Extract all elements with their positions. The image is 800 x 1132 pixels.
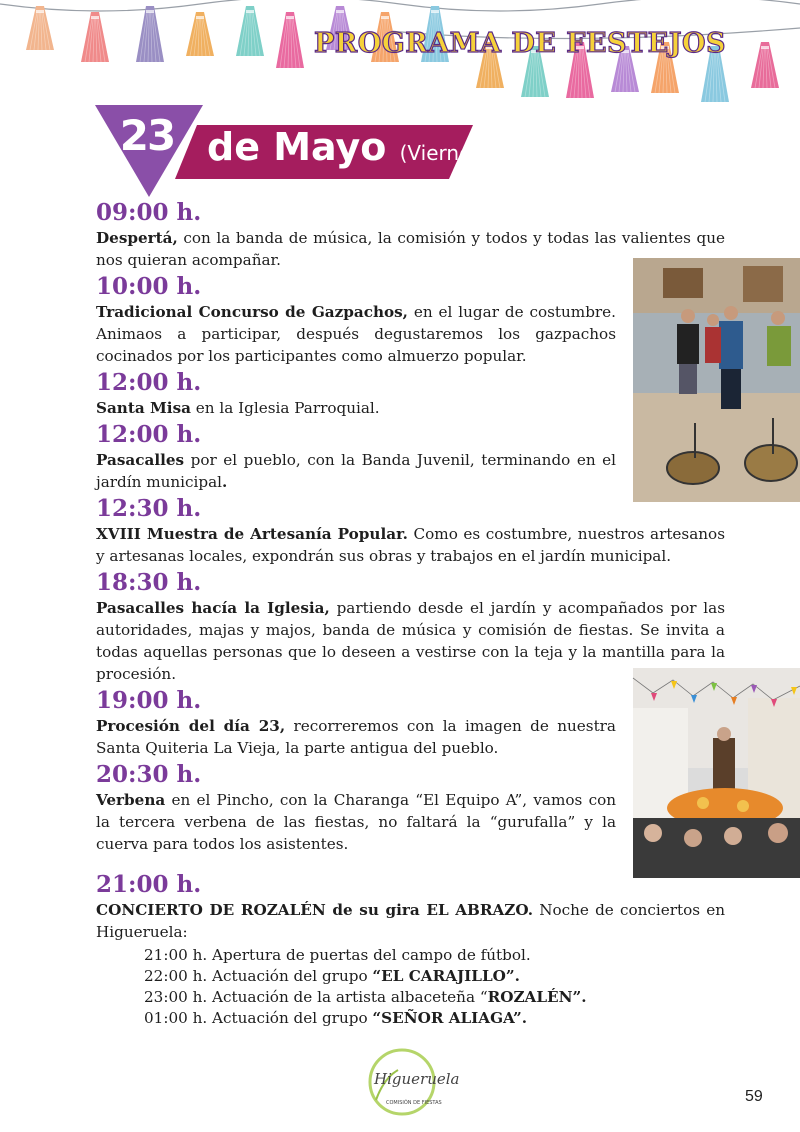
event-title: CONCIERTO DE ROZALÉN de su gira EL ABRAZO. bbox=[96, 901, 534, 919]
event-title-end: . bbox=[222, 473, 228, 491]
event-description: Noche de conciertos en Higueruela: bbox=[96, 901, 725, 941]
event-time: 20:30 h. bbox=[96, 761, 202, 788]
event-title: Pasacalles bbox=[96, 451, 185, 469]
event-description: partiendo desde el jardín y acompañados por las autoridades, majas y majos, banda de música y comisión de fiestas. Se invita a todas aquellas personas que lo deseen a vestirse con la teja y la mantilla para la procesión. bbox=[96, 599, 725, 683]
tassel-icon bbox=[26, 6, 54, 50]
event-description: en el lugar de costumbre. Animaos a participar, después degustaremos los gazpachos cocinados por los participantes como almuerzo popular. bbox=[96, 303, 616, 365]
tassel-icon bbox=[276, 12, 304, 68]
schedule-line: 22:00 h. Actuación del grupo “EL CARAJILLO”. bbox=[144, 967, 520, 985]
concert-item bbox=[96, 871, 725, 1029]
event-time: 12:00 h. bbox=[96, 421, 202, 448]
event-description: en la Iglesia Parroquial. bbox=[190, 399, 380, 417]
event-time: 12:00 h. bbox=[96, 369, 202, 396]
svg-text:COMISIÓN DE FIESTAS: COMISIÓN DE FIESTAS bbox=[386, 1100, 442, 1106]
concert-schedule bbox=[144, 945, 725, 1029]
tassel-icon bbox=[751, 42, 779, 88]
event-description: Como es costumbre, nuestros artesanos y artesanas locales, expondrán sus obras y trabajos en el jardín municipal. bbox=[96, 525, 725, 565]
tassel-icon bbox=[186, 12, 214, 56]
schedule-line: 01:00 h. Actuación del grupo “SEÑOR ALIAGA”. bbox=[144, 1009, 528, 1027]
event-time: 10:00 h. bbox=[96, 273, 202, 300]
date-day-number: 23 bbox=[119, 111, 175, 160]
event-item bbox=[96, 199, 725, 271]
event-title: Procesión del día 23, bbox=[96, 717, 286, 735]
schedule-line: 21:00 h. Apertura de puertas del campo de fútbol. bbox=[144, 946, 531, 964]
event-list bbox=[96, 199, 725, 1029]
event-item bbox=[96, 687, 616, 759]
page-number: 59 bbox=[745, 1088, 763, 1105]
event-description: recorreremos con la imagen de nuestra Santa Quiteria La Vieja, la parte antigua del pueblo. bbox=[96, 717, 616, 757]
tassel-icon bbox=[81, 12, 109, 62]
event-time: 18:30 h. bbox=[96, 569, 202, 596]
event-item bbox=[96, 273, 616, 367]
date-month bbox=[207, 125, 490, 169]
event-item bbox=[96, 495, 725, 567]
event-title: Verbena bbox=[96, 791, 166, 809]
schedule-line: 23:00 h. Actuación de la artista albaceteña “ROZALÉN”. bbox=[144, 988, 587, 1006]
event-time: 19:00 h. bbox=[96, 687, 202, 714]
event-title: Santa Misa bbox=[96, 399, 191, 417]
event-time: 12:30 h. bbox=[96, 495, 202, 522]
higueruela-logo bbox=[362, 1046, 460, 1122]
event-title: XVIII Muestra de Artesanía Popular. bbox=[96, 525, 408, 543]
tassel-garland bbox=[0, 0, 800, 120]
date-weekday: (Viernes) bbox=[399, 141, 490, 165]
event-time: 21:00 h. bbox=[96, 871, 202, 898]
event-title: Tradicional Concurso de Gazpachos, bbox=[96, 303, 408, 321]
tassel-icon bbox=[236, 6, 264, 56]
procession-photo bbox=[633, 668, 800, 878]
event-description: en el Pincho, con la Charanga “El Equipo A”, vamos con la tercera verbena de las fiestas, no faltará la “gurufalla” y la cuerva para todos los asistentes. bbox=[96, 791, 616, 853]
event-item bbox=[96, 569, 725, 685]
event-description: por el pueblo, con la Banda Juvenil, terminando en el jardín municipal bbox=[96, 451, 616, 491]
event-title: Pasacalles hacía la Iglesia, bbox=[96, 599, 330, 617]
date-month-label: de Mayo bbox=[207, 125, 387, 169]
event-item bbox=[96, 421, 616, 493]
event-title: Despertá, bbox=[96, 229, 178, 247]
event-description: con la banda de música, la comisión y todos y todas las valientes que nos quieran acompañar. bbox=[96, 229, 725, 269]
event-time: 09:00 h. bbox=[96, 199, 202, 226]
page-title: PROGRAMA DE FESTEJOS bbox=[313, 28, 726, 59]
logo-emblem-icon bbox=[362, 1046, 460, 1122]
gazpacho-contest-photo bbox=[633, 258, 800, 502]
tassel-icon bbox=[136, 6, 164, 62]
event-item bbox=[96, 761, 616, 855]
event-item bbox=[96, 369, 616, 419]
svg-text:Higueruela: Higueruela bbox=[374, 1070, 460, 1088]
